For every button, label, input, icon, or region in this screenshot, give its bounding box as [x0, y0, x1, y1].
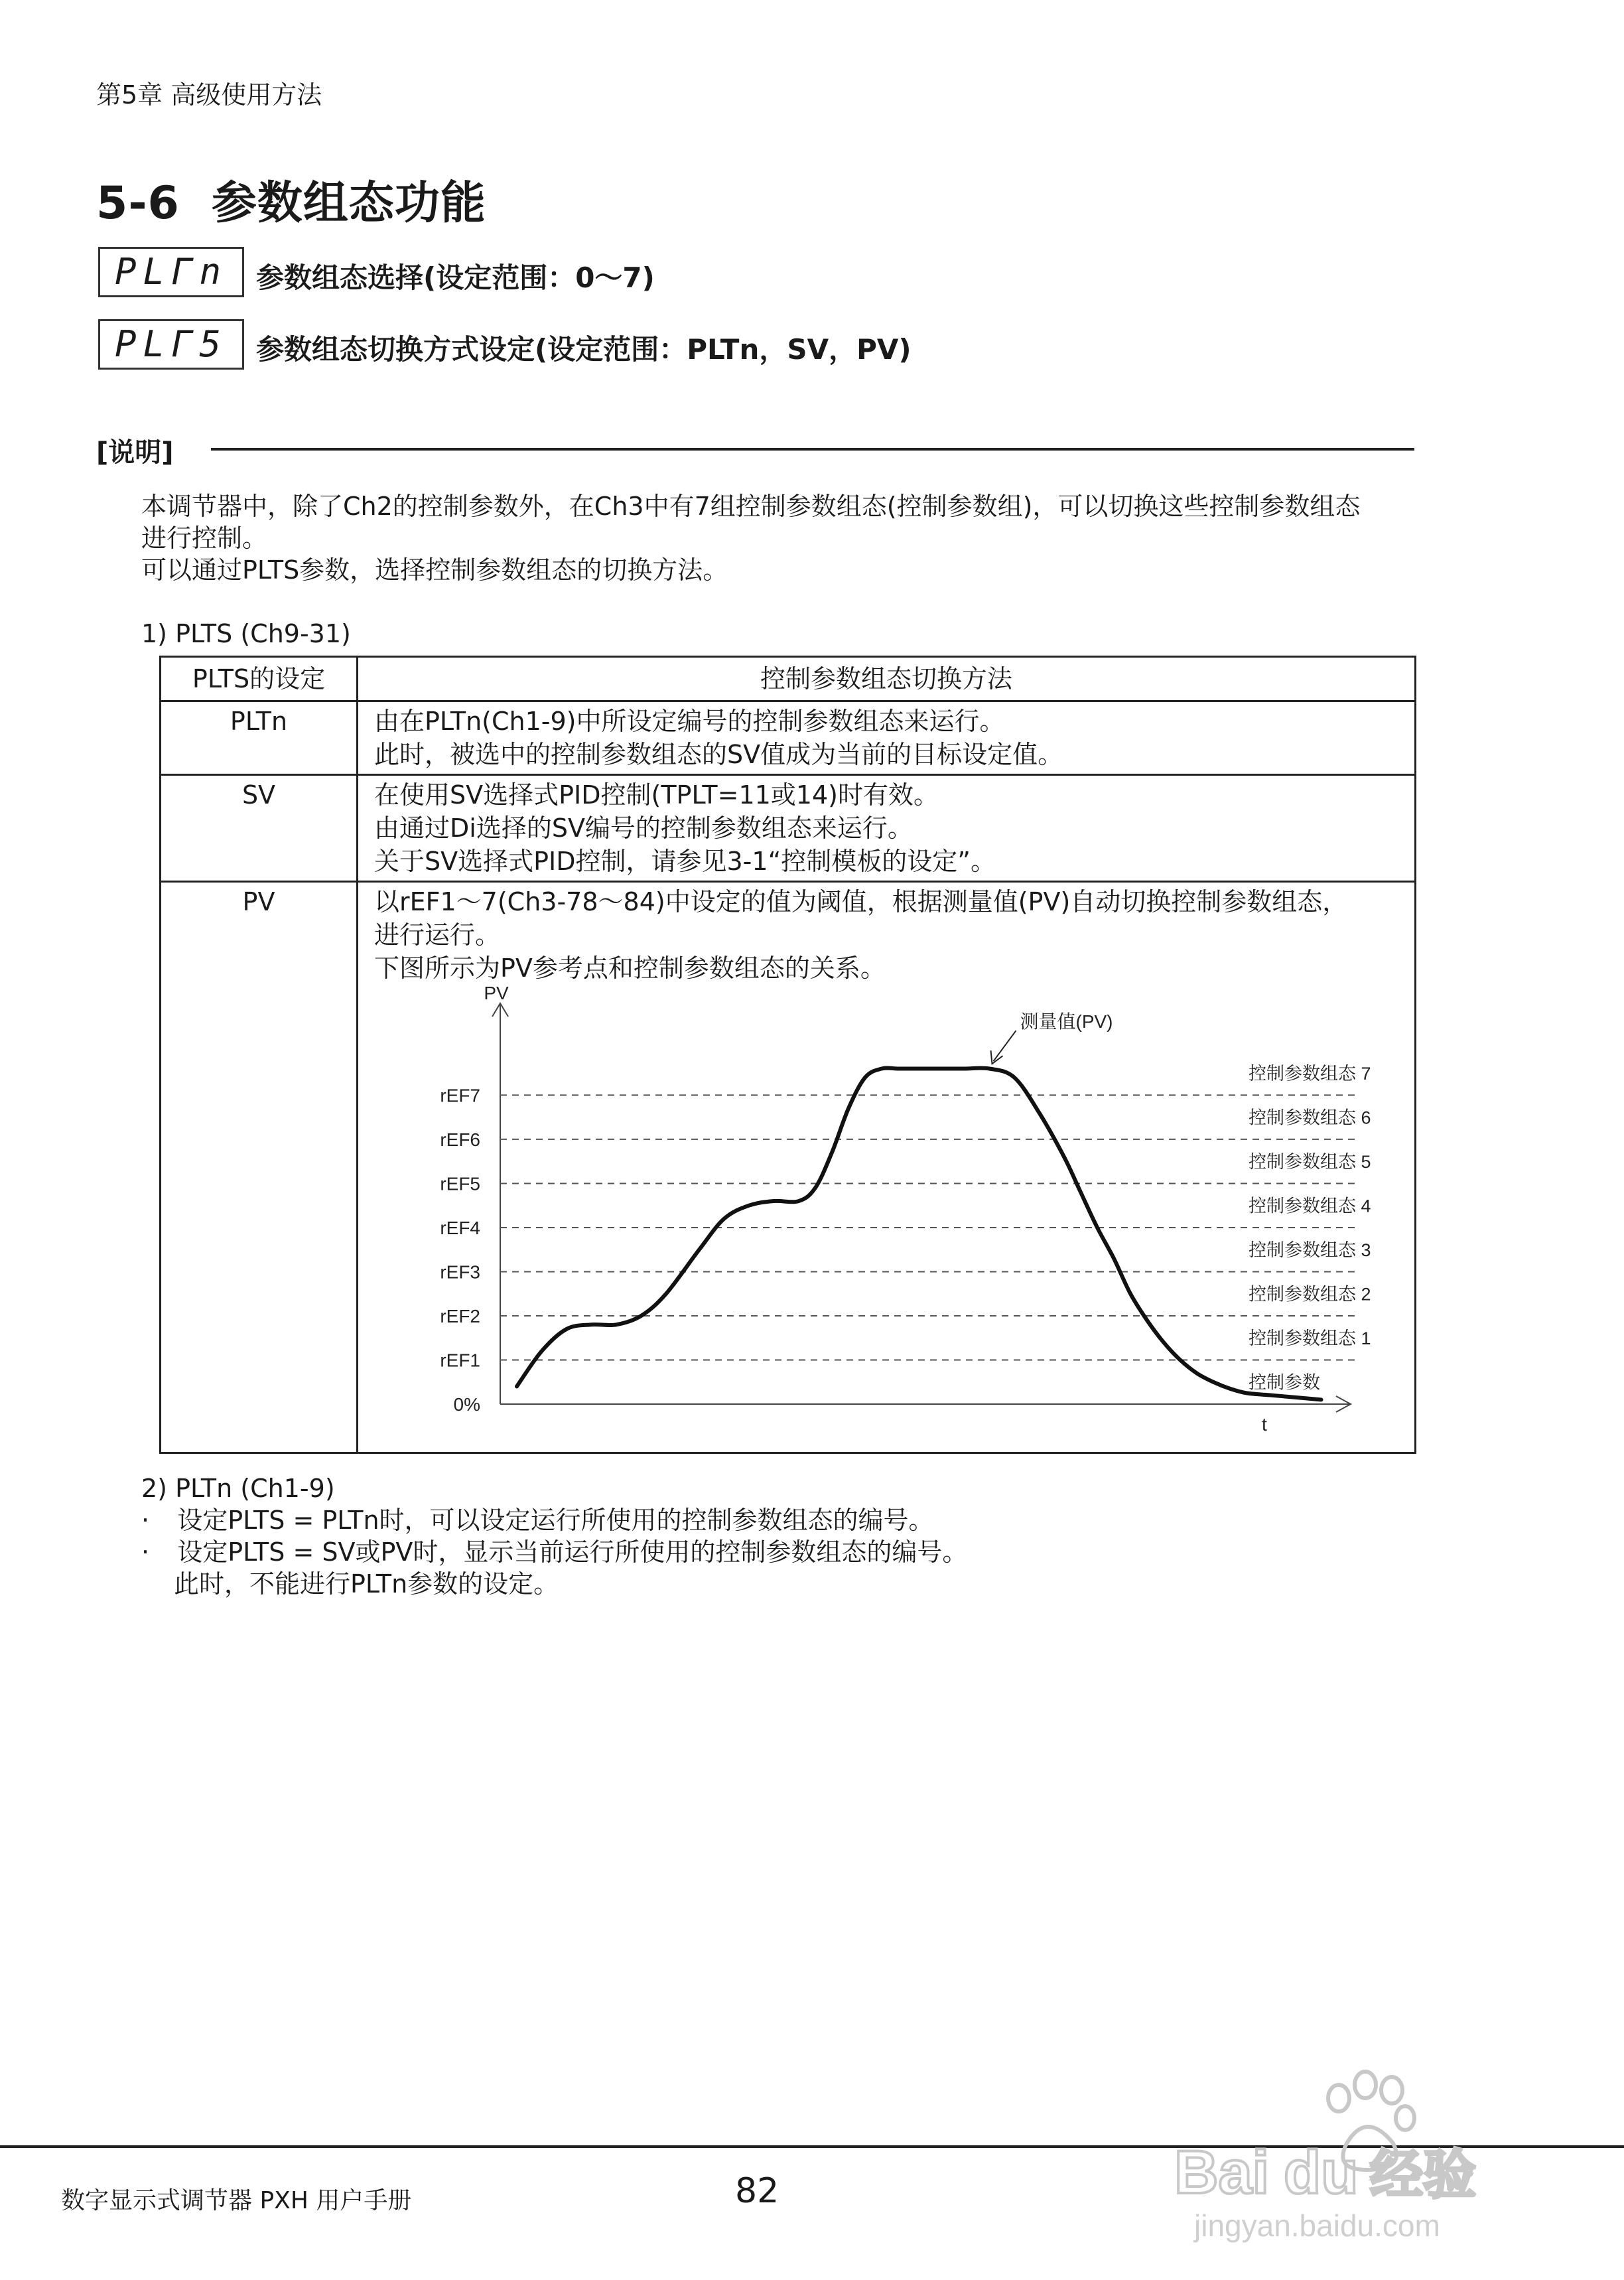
table-key: PV [161, 882, 358, 1453]
list-item [141, 1504, 934, 1537]
section-title [96, 167, 486, 232]
list-item [141, 1535, 967, 1569]
pltn-note: 此时，不能进行PLTn参数的设定。 [174, 1569, 559, 1599]
heading-rule [211, 448, 1414, 451]
list-item-text: 设定PLTS = PLTn时，可以设定运行所使用的控制参数组态的编号。 [177, 1506, 934, 1535]
table-caption: 1) PLTS (Ch9-31) [141, 619, 351, 648]
list-item-text: 设定PLTS = SV或PV时，显示当前运行所使用的控制参数组态的编号。 [177, 1537, 968, 1567]
table-header: 控制参数组态切换方法 [358, 657, 1416, 701]
zone-label: 控制参数组态 7 [1249, 1064, 1371, 1084]
pv-chart-area [374, 985, 1398, 1449]
desc-line: 在使用SV选择式PID控制(TPLT=11或14)时有效。 [374, 780, 939, 810]
lcd-pltn-icon: PLГn [98, 247, 244, 297]
desc-line: 以rEF1～7(Ch3-78～84)中设定的值为阈值，根据测量值(PV)自动切换控制参数组态， [374, 887, 1348, 916]
ref-label: rEF1 [440, 1350, 480, 1371]
explanation-line: 可以通过PLTS参数，选择控制参数组态的切换方法。 [141, 555, 728, 585]
param-pltn-desc: 参数组态选择(设定范围：0～7) [256, 261, 655, 294]
annotation-label: 测量值(PV) [1020, 1011, 1113, 1033]
annotation-leader [994, 1031, 1016, 1061]
ref-label: rEF3 [440, 1261, 480, 1283]
ref-label: rEF6 [440, 1129, 480, 1150]
section-name: 参数组态功能 [211, 177, 486, 230]
param-plts-desc: 参数组态切换方式设定(设定范围：PLTn，SV，PV) [256, 333, 912, 366]
chapter-header: 第5章 高级使用方法 [96, 80, 322, 109]
zone-label: 控制参数 [1249, 1372, 1320, 1393]
zero-label: 0% [453, 1394, 480, 1415]
table-row [161, 701, 1416, 775]
ref-label: rEF7 [440, 1085, 480, 1106]
table-row [161, 775, 1416, 882]
desc-line: 下图所示为PV参考点和控制参数组态的关系。 [374, 954, 886, 983]
zone-label: 控制参数组态 2 [1249, 1284, 1371, 1305]
footer-manual-title: 数字显示式调节器 PXH 用户手册 [61, 2187, 412, 2214]
watermark-url: jingyan.baidu.com [1194, 2208, 1440, 2243]
table-desc [358, 701, 1416, 775]
table-header: PLTS的设定 [161, 657, 358, 701]
desc-line: 此时，被选中的控制参数组态的SV值成为当前的目标设定值。 [374, 740, 1063, 769]
lcd-plts-icon: PLГ5 [98, 319, 244, 370]
watermark-brand: Bai [1174, 2139, 1270, 2206]
pv-series-line [517, 1068, 1321, 1400]
explanation-line: 本调节器中，除了Ch2的控制参数外，在Ch3中有7组控制参数组态(控制参数组)，可以切换这些控制参数组态 [141, 492, 1361, 521]
baidu-watermark [1168, 2057, 1539, 2256]
table-header-row [161, 657, 1416, 701]
table-key: PLTn [161, 701, 358, 775]
zone-label: 控制参数组态 3 [1249, 1240, 1371, 1261]
zone-label: 控制参数组态 4 [1249, 1196, 1371, 1216]
ref-label: rEF5 [440, 1173, 480, 1194]
explanation-heading: [说明] [96, 437, 174, 468]
table-desc [358, 775, 1416, 882]
x-axis-label: t [1262, 1414, 1267, 1435]
zone-label: 控制参数组态 6 [1249, 1107, 1371, 1128]
desc-line: 由通过Di选择的SV编号的控制参数组态来运行。 [374, 814, 913, 843]
table-key: SV [161, 775, 358, 882]
explanation-line: 进行控制。 [141, 524, 268, 553]
ref-label: rEF4 [440, 1217, 480, 1238]
page-number: 82 [735, 2171, 779, 2211]
bullet: · [141, 1506, 150, 1535]
plts-table [159, 656, 1416, 1454]
bullet: · [141, 1537, 150, 1567]
zone-label: 控制参数组态 1 [1249, 1328, 1371, 1349]
desc-line: 进行运行。 [374, 920, 501, 950]
pv-chart [374, 985, 1396, 1449]
section-number: 5-6 [96, 177, 180, 230]
watermark-brand-2: du [1284, 2139, 1359, 2206]
zone-label: 控制参数组态 5 [1249, 1152, 1371, 1173]
table-row [161, 882, 1416, 1453]
pltn-caption: 2) PLTn (Ch1-9) [141, 1474, 335, 1503]
desc-line: 由在PLTn(Ch1-9)中所设定编号的控制参数组态来运行。 [374, 707, 1005, 736]
watermark-brand-3: 经验 [1370, 2145, 1476, 2204]
y-axis-label: PV [484, 985, 509, 1003]
desc-line: 关于SV选择式PID控制，请参见3-1“控制模板的设定”。 [374, 847, 996, 876]
ref-label: rEF2 [440, 1305, 480, 1326]
table-desc [358, 882, 1416, 1453]
